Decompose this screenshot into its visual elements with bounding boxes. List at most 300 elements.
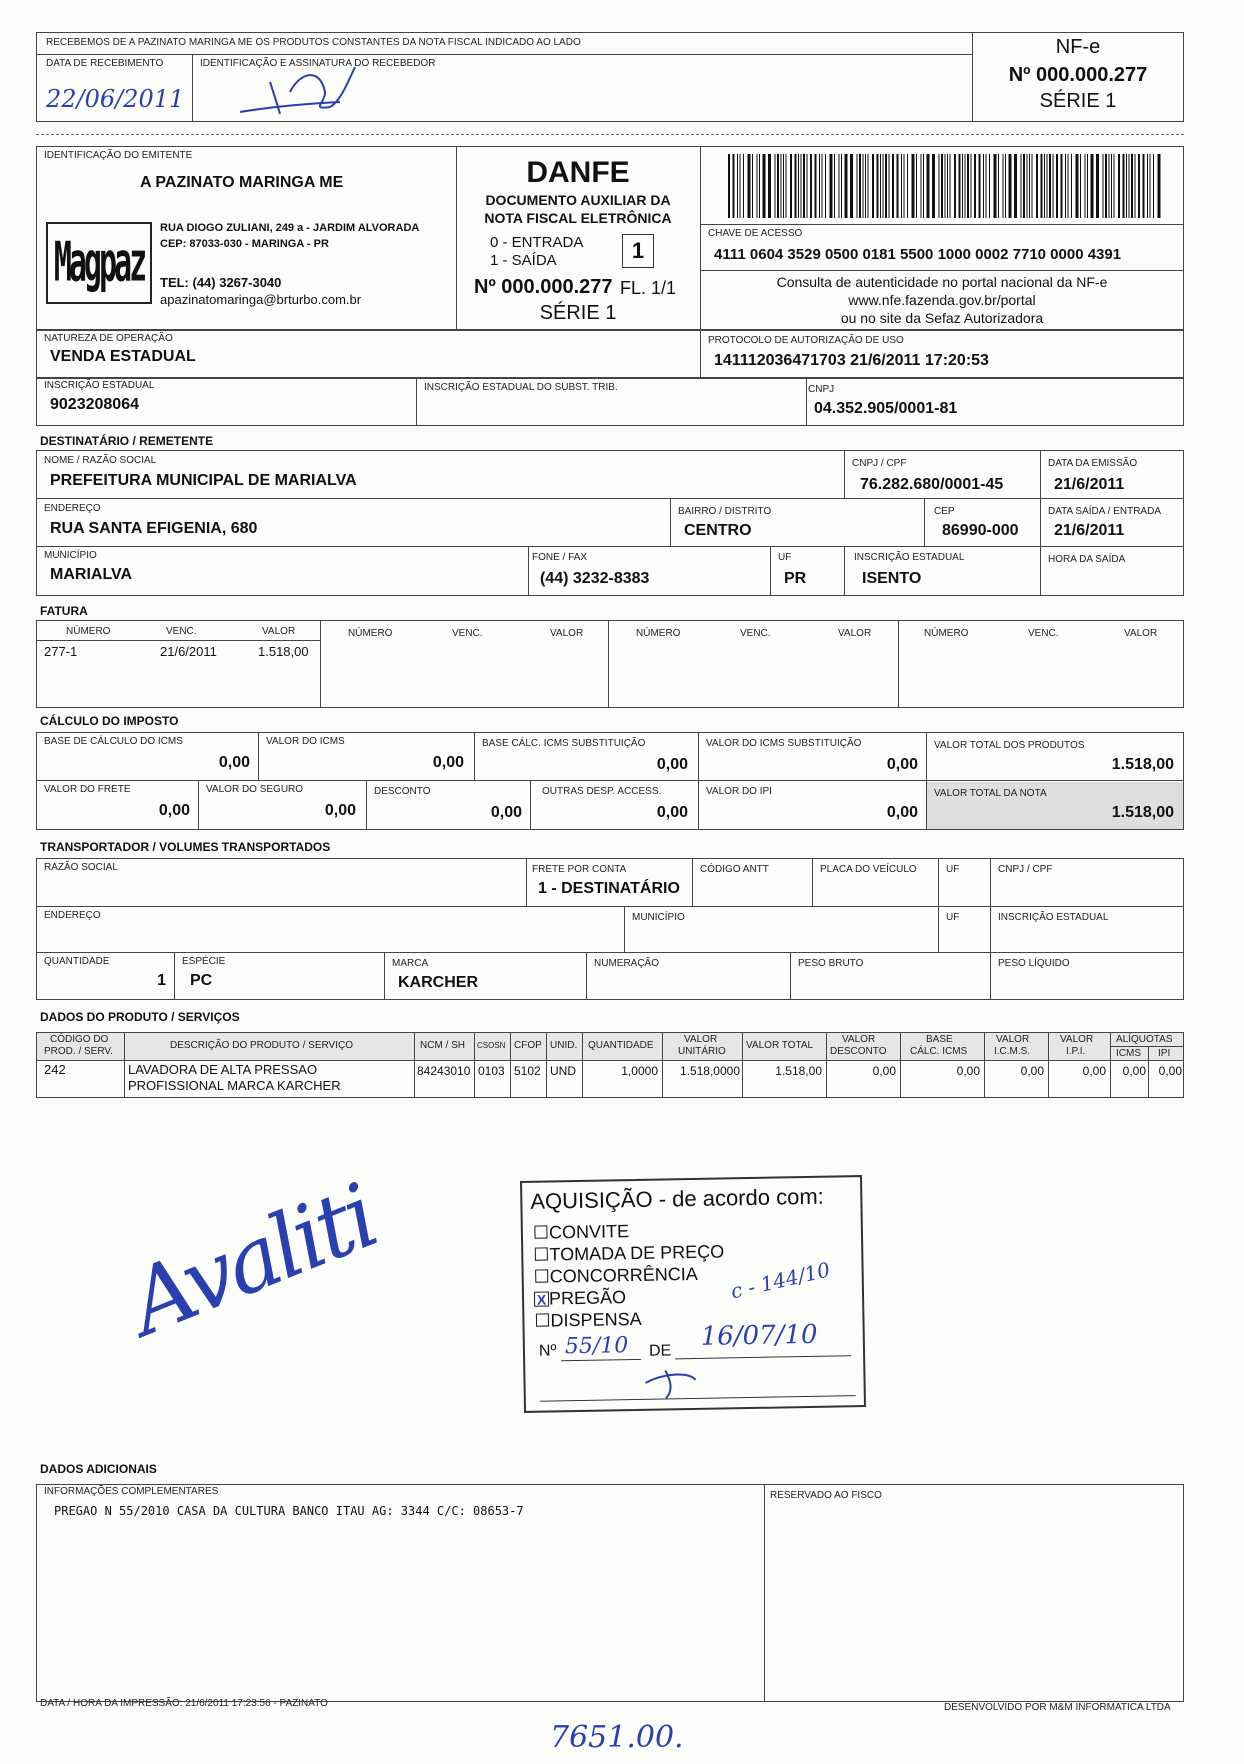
barcode-bar: [822, 154, 823, 218]
nfe-serie: SÉRIE 1: [1039, 90, 1117, 112]
row-vdesc: 0,00: [872, 1064, 896, 1078]
barcode-bar: [932, 154, 935, 218]
barcode-bar: [897, 154, 899, 218]
fatura-h-venc-4: VENC.: [1028, 628, 1059, 639]
barcode-bar: [885, 154, 887, 218]
h-codigo1: CÓDIGO DO: [50, 1034, 109, 1045]
stamp-option-pregao: [534, 1287, 626, 1310]
fatura-block: [36, 620, 1184, 708]
barcode-bar: [743, 154, 744, 218]
barcode-bar: [947, 154, 948, 218]
impressao-footer: DATA / HORA DA IMPRESSÃO: 21/6/2011 17:23:56 - PAZINATO: [40, 1698, 328, 1709]
chave-consulta1: Consulta de autenticidade no portal nacional da NF-e: [776, 274, 1108, 290]
row-cfop: 5102: [514, 1064, 541, 1078]
row-unid: UND: [550, 1064, 576, 1078]
emitente-telefone: TEL: (44) 3267-3040: [160, 275, 282, 290]
desenvolvido-footer: DESENVOLVIDO POR M&M INFORMATICA LTDA: [944, 1702, 1171, 1713]
fatura-valor: 1.518,00: [258, 644, 309, 659]
barcode-bar: [1065, 154, 1066, 218]
transp-endereco-label: ENDEREÇO: [44, 910, 101, 921]
protocolo-label: PROTOCOLO DE AUTORIZAÇÃO DE USO: [708, 335, 904, 346]
barcode-bar: [810, 154, 812, 218]
emitente-email: apazinatomaringa@brturbo.com.br: [160, 292, 362, 307]
info-text: PREGAO N 55/2010 CASA DA CULTURA BANCO ITAU AG: 3344 C/C: 08653-7: [54, 1504, 524, 1518]
barcode-bar: [1143, 154, 1145, 218]
barcode-bar: [1003, 154, 1004, 218]
h-vipi1: VALOR: [1060, 1034, 1094, 1045]
barcode-bar: [763, 154, 766, 218]
h-vdesc2: DESCONTO: [830, 1046, 887, 1057]
barcode-bar: [1080, 154, 1081, 218]
protocolo-value: 141112036471703 21/6/2011 17:20:53: [714, 352, 989, 369]
h-vunit2: UNITÁRIO: [678, 1046, 726, 1057]
transp-qtd-label: QUANTIDADE: [44, 956, 110, 967]
seguro: 0,00: [324, 802, 356, 819]
danfe-folha: FL. 1/1: [620, 278, 677, 298]
barcode-bar: [921, 154, 922, 218]
barcode-bar: [1087, 154, 1088, 218]
barcode-bar: [1135, 154, 1136, 218]
adicionais-section: DADOS ADICIONAIS: [40, 1462, 157, 1476]
transp-numeracao-label: NUMERAÇÃO: [594, 958, 660, 969]
produtos-section: DADOS DO PRODUTO / SERVIÇOS: [40, 1010, 240, 1024]
barcode-bar: [1138, 154, 1140, 218]
stamp-option-concorrencia: ☐CONCORRÊNCIA: [533, 1263, 698, 1287]
danfe-saida: 1 - SAÍDA: [490, 252, 557, 269]
transp-frete: 1 - DESTINATÁRIO: [538, 880, 680, 897]
barcode-bar: [1032, 154, 1033, 218]
h-vunit1: VALOR: [684, 1034, 718, 1045]
cnpj-emit-label: CNPJ: [808, 384, 835, 395]
row-desc1: LAVADORA DE ALTA PRESSAO: [128, 1062, 318, 1077]
barcode-bar: [759, 154, 760, 218]
transp-especie-label: ESPÉCIE: [182, 956, 226, 967]
barcode-bar: [1049, 154, 1051, 218]
h-cfop: CFOP: [514, 1040, 542, 1051]
barcode-bar: [757, 154, 758, 218]
barcode-bar: [1096, 154, 1099, 218]
transp-antt-label: CÓDIGO ANTT: [700, 864, 769, 875]
total-nota-label: VALOR TOTAL DA NOTA: [934, 788, 1047, 799]
row-ncm: 84243010: [417, 1064, 471, 1078]
barcode-bar: [748, 154, 751, 218]
barcode-bar: [1014, 154, 1017, 218]
barcode-bar: [1126, 154, 1127, 218]
barcode-bar: [912, 154, 915, 218]
transp-uf2-label: UF: [946, 912, 960, 923]
barcode-bar: [1005, 154, 1006, 218]
stamp-op2-text: TOMADA DE PREÇO: [549, 1241, 725, 1265]
stamp-title: AQUISIÇÃO - de acordo com:: [530, 1183, 824, 1214]
row-vunit: 1.518,0000: [679, 1064, 740, 1078]
barcode-bar: [768, 154, 771, 218]
fatura-h-numero-4: NÚMERO: [924, 628, 969, 639]
barcode-bar: [863, 154, 864, 218]
barcode-bar: [1109, 154, 1110, 218]
ipi-label: VALOR DO IPI: [706, 786, 772, 797]
h-unid: UNID.: [550, 1040, 578, 1051]
valor-st-label: VALOR DO ICMS SUBSTITUIÇÃO: [706, 738, 862, 749]
row-aliq-ipi: 0,00: [1158, 1064, 1182, 1078]
dest-ie-label: INSCRIÇÃO ESTADUAL: [854, 552, 965, 563]
transp-cnpj-label: CNPJ / CPF: [998, 864, 1053, 875]
natureza-row: [36, 330, 1184, 378]
transp-frete-label: FRETE POR CONTA: [532, 864, 627, 875]
barcode-bar: [1068, 154, 1069, 218]
dest-ie: ISENTO: [862, 570, 922, 587]
barcode-bar: [1091, 154, 1094, 218]
h-codigo2: PROD. / SERV.: [44, 1046, 113, 1057]
transp-ie-label: INSCRIÇÃO ESTADUAL: [998, 912, 1109, 923]
barcode-bar: [737, 154, 738, 218]
barcode-bar: [983, 154, 984, 218]
barcode-bar: [1041, 154, 1043, 218]
row-csosn: 0103: [478, 1064, 505, 1078]
desconto: 0,00: [490, 804, 522, 821]
natureza-label: NATUREZA DE OPERAÇÃO: [44, 333, 173, 344]
desconto-label: DESCONTO: [374, 786, 431, 797]
stamp-option-dispensa: ☐DISPENSA: [534, 1308, 642, 1331]
barcode-bar: [907, 154, 908, 218]
stamp-de-value: 16/07/10: [700, 1319, 818, 1352]
transp-municipio-label: MUNICÍPIO: [632, 912, 685, 923]
h-vicms2: I.C.M.S.: [994, 1046, 1031, 1057]
row-qtd: 1,0000: [621, 1064, 658, 1078]
barcode-bar: [1053, 154, 1054, 218]
transportador-section: TRANSPORTADOR / VOLUMES TRANSPORTADOS: [40, 840, 331, 854]
acquisition-stamp: [520, 1175, 866, 1413]
barcode-bar: [962, 154, 963, 218]
barcode-bar: [775, 154, 776, 218]
barcode-bar: [733, 154, 735, 218]
row-codigo: 242: [44, 1062, 66, 1077]
barcode-bar: [868, 154, 869, 218]
ie-label: INSCRIÇÃO ESTADUAL: [44, 380, 155, 391]
barcode-bar: [889, 154, 890, 218]
barcode-bar: [1153, 154, 1154, 218]
barcode-bar: [807, 154, 808, 218]
barcode-bar: [1036, 154, 1038, 218]
barcode-bar: [979, 154, 981, 218]
chave-label: CHAVE DE ACESSO: [708, 228, 803, 239]
barcode-bar: [883, 154, 884, 218]
fatura-h-valor-3: VALOR: [838, 628, 872, 639]
danfe-sub2: NOTA FISCAL ELETRÔNICA: [484, 210, 672, 226]
transp-peso-bruto-label: PESO BRUTO: [798, 958, 864, 969]
barcode-bar: [1103, 154, 1104, 218]
fatura-h-venc-2: VENC.: [452, 628, 483, 639]
base-st-label: BASE CÁLC. ICMS SUBSTITUIÇÃO: [482, 738, 646, 749]
stamp-no-line: [561, 1359, 641, 1361]
base-st: 0,00: [656, 756, 688, 773]
dest-fone: (44) 3232-8383: [540, 570, 650, 587]
barcode-bar: [950, 154, 951, 218]
barcode-bar: [834, 154, 835, 218]
barcode-bar: [901, 154, 902, 218]
fatura-venc: 21/6/2011: [160, 644, 217, 659]
danfe-numero: Nº 000.000.277: [474, 276, 613, 298]
transp-razao-label: RAZÃO SOCIAL: [44, 862, 118, 873]
barcode-bar: [927, 154, 930, 218]
transp-especie: PC: [190, 972, 213, 989]
bottom-handwritten-amount: 7651.00.: [550, 1720, 684, 1755]
base-icms: 0,00: [218, 754, 250, 771]
barcode-bar: [740, 154, 741, 218]
destinatario-section: DESTINATÁRIO / REMETENTE: [40, 434, 214, 448]
total-prod: 1.518,00: [1111, 756, 1174, 773]
barcode-bar: [1111, 154, 1112, 218]
ie-st-label: INSCRIÇÃO ESTADUAL DO SUBST. TRIB.: [424, 382, 618, 393]
chave-consulta3: ou no site da Sefaz Autorizadora: [840, 310, 1044, 326]
row-vtotal: 1.518,00: [775, 1064, 822, 1078]
dest-bairro-label: BAIRRO / DISTRITO: [678, 506, 772, 517]
recebedor-signature: [230, 52, 370, 122]
handwritten-signature: Avaliti: [114, 1164, 389, 1356]
barcode-bar: [830, 154, 833, 218]
row-base: 0,00: [956, 1064, 980, 1078]
dest-municipio: MARIALVA: [50, 566, 133, 583]
fisco-label: RESERVADO AO FISCO: [770, 1490, 882, 1501]
stamp-de-line: [675, 1355, 851, 1359]
barcode-bar: [877, 154, 879, 218]
barcode-bar: [815, 154, 817, 218]
stamp-no-value: 55/10: [564, 1333, 629, 1360]
stamp-op3-text: CONCORRÊNCIA: [549, 1263, 698, 1287]
identificacao-label: IDENTIFICAÇÃO E ASSINATURA DO RECEBEDOR: [200, 58, 436, 69]
total-prod-label: VALOR TOTAL DOS PRODUTOS: [934, 740, 1085, 751]
fatura-h-valor-1: VALOR: [262, 626, 296, 637]
h-vtotal: VALOR TOTAL: [746, 1040, 814, 1051]
dest-emissao-label: DATA DA EMISSÃO: [1048, 458, 1138, 469]
fatura-h-numero-2: NÚMERO: [348, 628, 393, 639]
stamp-hand-ref: c - 144/10: [728, 1257, 833, 1304]
barcode-bar: [1027, 154, 1028, 218]
emitente-endereco1: RUA DIOGO ZULIANI, 249 a - JARDIM ALVORADA: [160, 222, 420, 234]
stamp-option-tomada: ☐TOMADA DE PREÇO: [533, 1241, 725, 1265]
stamp-op5-text: DISPENSA: [550, 1308, 642, 1331]
dest-hora-label: HORA DA SAÍDA: [1048, 554, 1126, 565]
transp-marca: KARCHER: [398, 974, 478, 991]
barcode-bar: [1131, 154, 1133, 218]
h-aliq-ipi: IPI: [1158, 1048, 1171, 1059]
stamp-op1-text: CONVITE: [548, 1221, 630, 1243]
data-recebimento-value: 22/06/2011: [46, 85, 185, 113]
dest-emissao: 21/6/2011: [1054, 476, 1125, 493]
barcode-bar: [1150, 154, 1151, 218]
fatura-numero: 277-1: [44, 644, 78, 659]
barcode-bar: [1056, 154, 1058, 218]
outras-label: OUTRAS DESP. ACCESS.: [542, 786, 662, 797]
barcode-bar: [1009, 154, 1012, 218]
barcode-bar: [783, 154, 784, 218]
barcode-bar: [1147, 154, 1148, 218]
h-base2: CÁLC. ICMS: [910, 1046, 968, 1057]
transp-placa-label: PLACA DO VEÍCULO: [820, 864, 917, 875]
barcode-bar: [1076, 154, 1079, 218]
dest-endereco-label: ENDEREÇO: [44, 503, 101, 514]
h-vicms1: VALOR: [996, 1034, 1030, 1045]
barcode-bar: [1085, 154, 1086, 218]
barcode-bar: [989, 154, 990, 218]
dest-saida-label: DATA SAÍDA / ENTRADA: [1048, 506, 1161, 517]
stamp-checkbox-checked: X: [534, 1292, 549, 1307]
barcode-bar: [752, 154, 753, 218]
barcode-bar: [1061, 154, 1063, 218]
fatura-h-valor-4: VALOR: [1124, 628, 1158, 639]
barcode-bar: [923, 154, 924, 218]
barcode-bar: [945, 154, 946, 218]
barcode-bar: [1123, 154, 1125, 218]
stamp-initial-mark: [635, 1362, 716, 1403]
row-vipi: 0,00: [1082, 1064, 1106, 1078]
barcode-bar: [803, 154, 805, 218]
canhoto-text: RECEBEMOS DE A PAZINATO MARINGA ME OS PRODUTOS CONSTANTES DA NOTA FISCAL INDICADO AO LADO: [46, 37, 581, 48]
barcode-bar: [798, 154, 799, 218]
barcode-bar: [795, 154, 797, 218]
fatura-h-valor-2: VALOR: [550, 628, 584, 639]
stamp-option-convite: ☐CONVITE: [532, 1221, 630, 1243]
dest-cep: 86990-000: [942, 522, 1019, 539]
barcode-bar: [1114, 154, 1115, 218]
fatura-h-numero-3: NÚMERO: [636, 628, 681, 639]
barcode-bar: [971, 154, 972, 218]
logo-text: Magpaz: [53, 231, 145, 295]
barcode-bar: [904, 154, 905, 218]
row-vicms: 0,00: [1020, 1064, 1044, 1078]
valor-icms-label: VALOR DO ICMS: [266, 736, 345, 747]
valor-st: 0,00: [886, 756, 918, 773]
emitente-label: IDENTIFICAÇÃO DO EMITENTE: [44, 150, 193, 161]
barcode-bar: [825, 154, 826, 218]
ipi: 0,00: [886, 804, 918, 821]
danfe-entrada: 0 - ENTRADA: [490, 234, 584, 251]
barcode-bar: [850, 154, 853, 218]
barcode-bar: [841, 154, 842, 218]
chave-value: 4111 0604 3529 0500 0181 5500 1000 0002 7710 0000 4391: [714, 246, 1122, 263]
imposto-section: CÁLCULO DO IMPOSTO: [40, 714, 179, 728]
h-descricao: DESCRIÇÃO DO PRODUTO / SERVIÇO: [170, 1040, 353, 1051]
barcode-bar: [859, 154, 861, 218]
barcode-bar: [986, 154, 987, 218]
barcode-bar: [994, 154, 997, 218]
valor-icms: 0,00: [432, 754, 464, 771]
barcode-bar: [1071, 154, 1072, 218]
cnpj-emit-value: 04.352.905/0001-81: [814, 400, 958, 417]
h-csosn: CSOSN: [477, 1041, 506, 1050]
dest-endereco: RUA SANTA EFIGENIA, 680: [50, 520, 258, 537]
barcode-bar: [998, 154, 999, 218]
fatura-h-venc-1: VENC.: [166, 626, 197, 637]
frete: 0,00: [158, 802, 190, 819]
dest-cnpj-label: CNPJ / CPF: [852, 458, 907, 469]
barcode-bar: [941, 154, 943, 218]
barcode-bar: [790, 154, 792, 218]
nfe-numero: Nº 000.000.277: [1008, 64, 1148, 86]
barcode-bar: [954, 154, 956, 218]
stamp-de-label: DE: [648, 1342, 672, 1360]
barcode-bar: [777, 154, 779, 218]
transp-peso-liq-label: PESO LÍQUIDO: [998, 958, 1070, 969]
barcode-bar: [939, 154, 940, 218]
stamp-no-label: Nº: [538, 1342, 557, 1360]
barcode-bar: [872, 154, 874, 218]
h-qtd: QUANTIDADE: [588, 1040, 654, 1051]
barcode-bar: [959, 154, 961, 218]
barcode-bar: [781, 154, 782, 218]
dest-nome-label: NOME / RAZÃO SOCIAL: [44, 455, 157, 466]
cut-line: [36, 134, 1184, 135]
h-aliq-icms: ICMS: [1116, 1048, 1141, 1059]
data-recebimento-label: DATA DE RECEBIMENTO: [46, 58, 164, 69]
fatura-section: FATURA: [40, 604, 88, 618]
barcode-bar: [865, 154, 866, 218]
barcode-bar: [916, 154, 917, 218]
barcode-bar: [845, 154, 848, 218]
dest-saida: 21/6/2011: [1054, 522, 1125, 539]
fatura-h-numero-1: NÚMERO: [66, 626, 111, 637]
emitente-endereco2: CEP: 87033-030 - MARINGA - PR: [160, 238, 329, 250]
dest-nome: PREFEITURA MUNICIPAL DE MARIALVA: [50, 472, 357, 489]
barcode-bar: [1047, 154, 1048, 218]
nfe-label: NF-e: [1055, 36, 1101, 58]
h-aliq: ALÍQUOTAS: [1116, 1034, 1173, 1045]
danfe-serie: SÉRIE 1: [539, 302, 617, 324]
barcode-bar: [839, 154, 840, 218]
barcode-bar: [1105, 154, 1107, 218]
dest-cnpj: 76.282.680/0001-45: [860, 476, 1004, 493]
barcode-bar: [974, 154, 976, 218]
barcode-bar: [857, 154, 858, 218]
chave-consulta2: www.nfe.fazenda.gov.br/portal: [848, 292, 1036, 308]
outras: 0,00: [656, 804, 688, 821]
barcode-bar: [1118, 154, 1120, 218]
h-vipi2: I.P.I.: [1066, 1046, 1086, 1057]
natureza-value: VENDA ESTADUAL: [50, 348, 196, 365]
barcode-bar: [965, 154, 966, 218]
dest-fone-label: FONE / FAX: [532, 552, 588, 563]
fatura-h-venc-3: VENC.: [740, 628, 771, 639]
dest-municipio-label: MUNICÍPIO: [44, 550, 97, 561]
transp-qtd: 1: [157, 972, 166, 989]
dest-uf: PR: [784, 570, 807, 587]
barcode-bar: [1021, 154, 1022, 218]
barcode-bar: [1044, 154, 1045, 218]
emitente-nome: A PAZINATO MARINGA ME: [140, 174, 344, 191]
barcode-bar: [728, 154, 730, 218]
base-icms-label: BASE DE CÁLCULO DO ICMS: [44, 736, 183, 747]
danfe-sub1: DOCUMENTO AUXILIAR DA: [485, 192, 671, 208]
barcode-bar: [880, 154, 881, 218]
total-nota: 1.518,00: [1111, 804, 1174, 821]
barcode-bar: [1129, 154, 1130, 218]
dest-cep-label: CEP: [934, 506, 955, 517]
dest-bairro: CENTRO: [684, 522, 752, 539]
danfe-title: DANFE: [526, 156, 630, 189]
barcode-bar: [1158, 154, 1161, 218]
stamp-op4-text: PREGÃO: [548, 1287, 627, 1309]
dest-uf-label: UF: [778, 552, 792, 563]
transp-marca-label: MARCA: [392, 958, 429, 969]
h-ncm: NCM / SH: [420, 1040, 465, 1051]
emitente-logo: [46, 222, 152, 304]
row-aliq-icms: 0,00: [1122, 1064, 1146, 1078]
transp-uf-label: UF: [946, 864, 960, 875]
barcode-bar: [1029, 154, 1030, 218]
row-desc2: PROFISSIONAL MARCA KARCHER: [128, 1078, 341, 1093]
barcode-bar: [892, 154, 894, 218]
danfe-tipo: 1: [622, 234, 654, 268]
barcode: [728, 154, 1164, 218]
